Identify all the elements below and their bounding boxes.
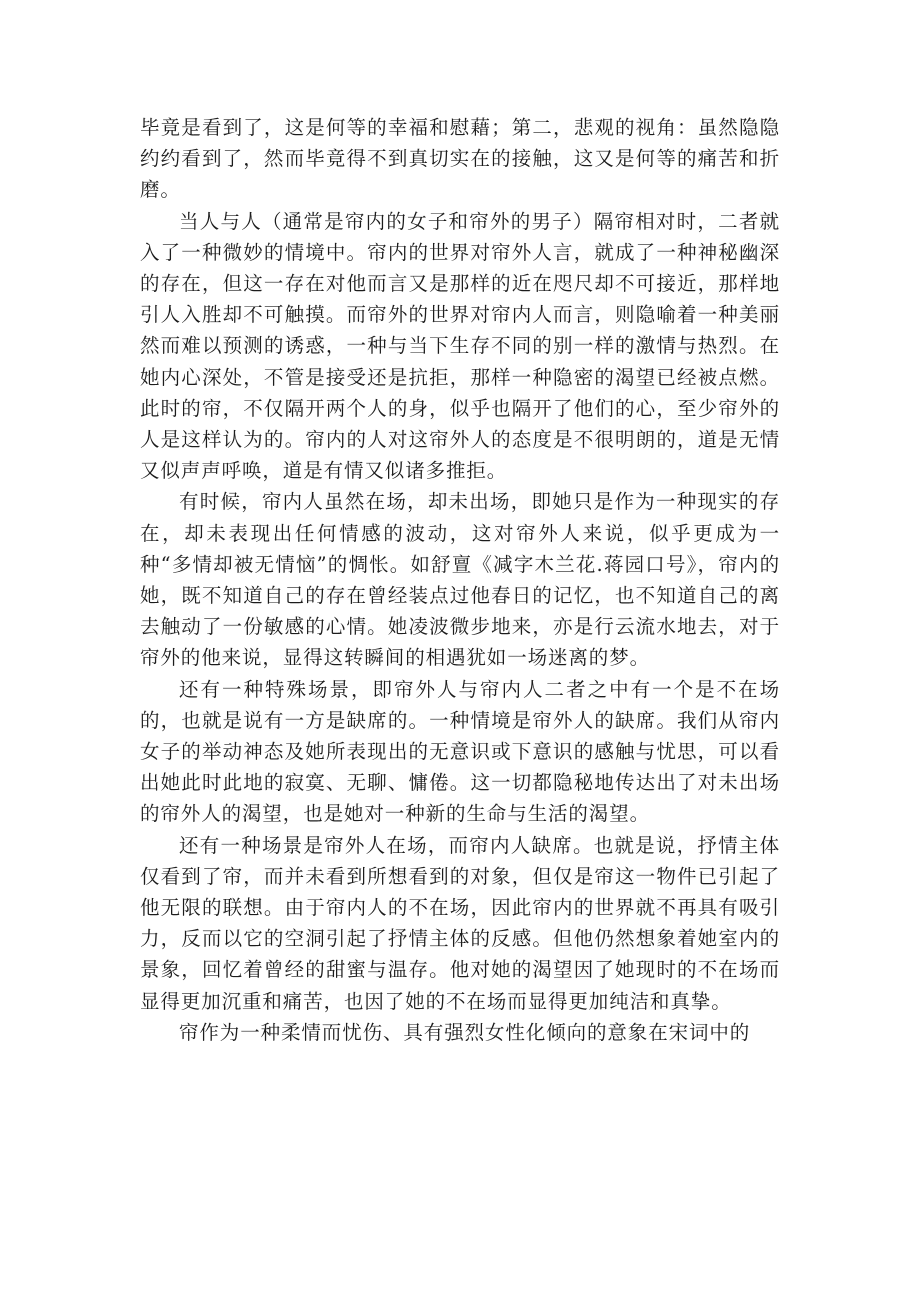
paragraph-3: 有时候，帘内人虽然在场，却未出场，即她只是作为一种现实的存在，却未表现出任何情感的波动，这对帘外人来说，似乎更成为一种“多情却被无情恼”的惆怅。如舒亶《减字木兰花.蒋园口号》，帘内的她，既不知道自己的存在曾经装点过他春日的记忆，也不知道自己的离去触动了一份敏感的心情。她凌波微步地来，亦是行云流水地去，对于帘外的他来说，显得这转瞬间的相遇犹如一场迷离的梦。: [140, 490, 780, 670]
paragraph-6: 帘作为一种柔情而忧伤、具有强烈女性化倾向的意象在宋词中的: [179, 1020, 751, 1044]
paragraph-4: 还有一种特殊场景，即帘外人与帘内人二者之中有一个是不在场的，也就是说有一方是缺席的。一种情境是帘外人的缺席。我们从帘内女子的举动神态及她所表现出的无意识或下意识的感触与忧思，可以看出她此时此地的寂寞、无聊、慵倦。这一切都隐秘地传达出了对未出场的帘外人的渴望，也是她对一种新的生命与生活的渴望。: [140, 677, 780, 826]
paragraph-2: 当人与人（通常是帘内的女子和帘外的男子）隔帘相对时，二者就入了一种微妙的情境中。帘内的世界对帘外人言，就成了一种神秘幽深的存在，但这一存在对他而言又是那样的近在咫尺却不可接近，那样地引人入胜却不可触摸。而帘外的世界对帘内人而言，则隐喻着一种美丽然而难以预测的诱惑，一种与当下生存不同的别一样的激情与热烈。在她内心深处，不管是接受还是抗拒，那样一种隐密的渴望已经被点燃。此时的帘，不仅隔开两个人的身，似乎也隔开了他们的心，至少帘外的人是这样认为的。帘内的人对这帘外人的态度是不很明朗的，道是无情又似声声呼唤，道是有情又似诸多推拒。: [140, 209, 780, 483]
document-body: [140, 112, 780, 1048]
paragraph-1: 毕竟是看到了，这是何等的幸福和慰藉；第二，悲观的视角：虽然隐隐约约看到了，然而毕竟得不到真切实在的接触，这又是何等的痛苦和折磨。: [140, 116, 780, 202]
paragraph-5: 还有一种场景是帘外人在场，而帘内人缺席。也就是说，抒情主体仅看到了帘，而并未看到所想看到的对象，但仅是帘这一物件已引起了他无限的联想。由于帘内人的不在场，因此帘内的世界就不再具有吸引力，反而以它的空洞引起了抒情主体的反感。但他仍然想象着她室内的景象，回忆着曾经的甜蜜与温存。他对她的渴望因了她现时的不在场而显得更加沉重和痛苦，也因了她的不在场而显得更加纯洁和真挚。: [140, 833, 780, 1013]
